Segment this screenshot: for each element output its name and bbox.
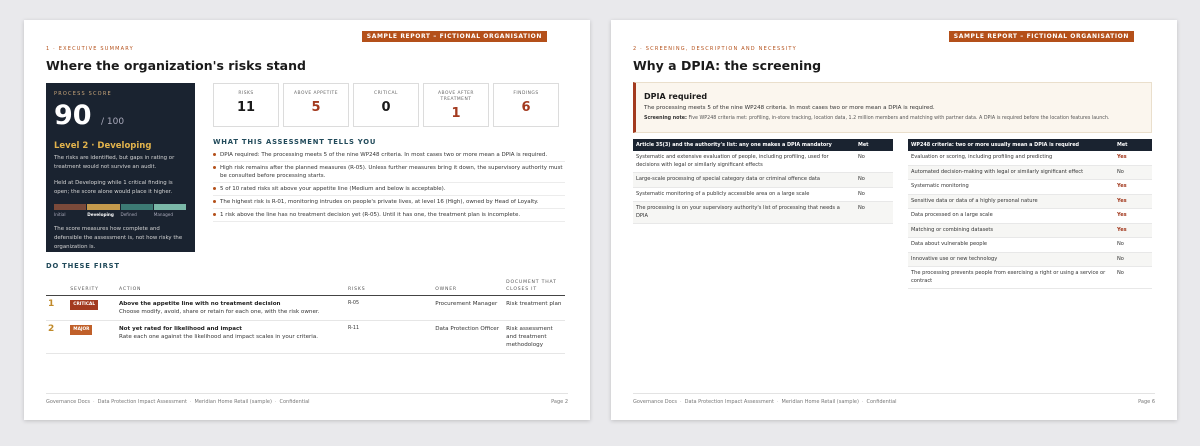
page-number: Page 6 — [1138, 399, 1155, 405]
action-cell — [117, 296, 346, 321]
footer-crumb: Data Protection Impact Assessment — [684, 399, 774, 405]
col-document: DOCUMENT THAT CLOSES IT — [504, 277, 565, 296]
stat-label: ABOVE AFTER TREATMENT — [438, 91, 474, 102]
criteria-met: No — [1114, 165, 1152, 180]
crumb-separator: · — [776, 399, 779, 405]
criteria-text: Systematic and extensive evaluation of people, including profiling, used for decisions with legal or similarly significant effects — [633, 151, 855, 173]
criteria-text: The processing is on your supervisory authority's list of processing that needs a DPIA — [633, 202, 855, 224]
crumb-separator: · — [274, 399, 277, 405]
page-title: Why a DPIA: the screening — [633, 58, 822, 73]
actions-header-row — [46, 277, 565, 296]
criteria-row — [908, 252, 1152, 267]
criteria-met: No — [855, 187, 893, 202]
criteria-row — [908, 209, 1152, 224]
footer-crumb: Confidential — [279, 399, 310, 405]
criteria-row — [908, 165, 1152, 180]
footer-crumb: Confidential — [866, 399, 897, 405]
criteria-met: Yes — [1114, 180, 1152, 195]
maturity-level: Level 2 · Developing — [54, 141, 152, 151]
section-eyebrow: 1 · EXECUTIVE SUMMARY — [46, 46, 134, 52]
crumb-separator: · — [861, 399, 864, 405]
criteria-text: Innovative use or new technology — [908, 252, 1114, 267]
footer-crumb: Governance Docs — [46, 399, 91, 405]
footer-crumb: Data Protection Impact Assessment — [97, 399, 187, 405]
footer-crumb: Meridian Home Retail (sample) — [194, 399, 272, 405]
footer-crumb: Meridian Home Retail (sample) — [781, 399, 859, 405]
action-row — [46, 296, 565, 321]
maturity-stage-label: Defined — [120, 212, 137, 217]
actions-table — [46, 277, 565, 354]
sample-report-badge: SAMPLE REPORT – FICTIONAL ORGANISATION — [949, 31, 1134, 42]
stat-tile — [423, 83, 489, 127]
criteria-met: No — [1114, 267, 1152, 289]
stat-value: 1 — [451, 106, 461, 121]
stat-value: 11 — [236, 100, 256, 115]
criteria-text: Data about vulnerable people — [908, 238, 1114, 253]
finding-item: 5 of 10 rated risks sit above your appetite line (Medium and below is acceptable). — [213, 183, 565, 196]
report-page-screening — [611, 20, 1177, 420]
score-number: 90 — [54, 100, 92, 131]
score-value — [54, 101, 187, 137]
action-description: Choose modify, avoid, share or retain for each one, with the risk owner. — [118, 309, 320, 315]
action-document: Risk assessment and treatment methodology — [504, 321, 565, 354]
col-number — [46, 277, 68, 296]
stat-label: RISKS — [238, 91, 254, 96]
action-number: 2 — [46, 321, 68, 354]
stat-tile — [493, 83, 559, 127]
criteria-met: Yes — [1114, 223, 1152, 238]
article-35-table — [633, 139, 893, 224]
wp248-table — [908, 139, 1152, 289]
criteria-row — [908, 151, 1152, 165]
action-title: Not yet rated for likelihood and impact — [118, 326, 242, 332]
action-severity-cell — [68, 296, 117, 321]
criteria-row — [908, 194, 1152, 209]
callout-body: The processing meets 5 of the nine WP248 criteria. In most cases two or more mean a DPIA is required. — [644, 105, 935, 111]
finding-item: The highest risk is R-01, monitoring intrudes on people's private lives, at level 16 (High), owned by Head of Loyalty. — [213, 196, 565, 209]
score-max: / 100 — [100, 117, 125, 127]
sample-report-badge: SAMPLE REPORT – FICTIONAL ORGANISATION — [362, 31, 547, 42]
maturity-stage-label: Managed — [153, 212, 174, 217]
wp248-met-header: Met — [1114, 139, 1152, 151]
criteria-text: The processing prevents people from exercising a right or using a service or contract — [908, 267, 1114, 289]
action-row — [46, 321, 565, 354]
maturity-stage-label: Developing — [87, 212, 114, 217]
finding-item: DPIA required: The processing meets 5 of the nine WP248 criteria. In most cases two or more mean a DPIA is required. — [213, 149, 565, 162]
maturity-segment — [121, 204, 153, 210]
section-eyebrow: 2 · SCREENING, DESCRIPTION AND NECESSITY — [633, 46, 797, 52]
maturity-segment — [154, 204, 186, 210]
severity-badge: MAJOR — [70, 325, 92, 335]
criteria-text: Evaluation or scoring, including profiling and predicting — [908, 151, 1114, 165]
stat-tiles — [213, 83, 559, 127]
score-hold-note: Held at Developing while 1 critical finding is open; the score alone would place it higher. — [54, 180, 173, 195]
criteria-row — [633, 187, 893, 202]
col-action: ACTION — [117, 277, 346, 296]
criteria-row — [633, 173, 893, 188]
criteria-row — [633, 202, 893, 224]
criteria-met: No — [855, 151, 893, 173]
criteria-text: Data processed on a large scale — [908, 209, 1114, 224]
screening-note-label: Screening note: — [644, 116, 687, 121]
article-35-criteria-header: Article 35(3) and the authority's list: any one makes a DPIA mandatory — [633, 139, 855, 151]
wp248-header-row — [908, 139, 1152, 151]
article-35-met-header: Met — [855, 139, 893, 151]
action-risks: R-05 — [346, 296, 433, 321]
action-severity-cell — [68, 321, 117, 354]
finding-item: High risk remains after the planned measures (R-05). Unless further measures bring it down, the supervisory authority must be consulted before processing starts. — [213, 162, 565, 183]
page-footer — [633, 393, 1155, 405]
article-35-header-row — [633, 139, 893, 151]
maturity-segment — [87, 204, 119, 210]
crumb-separator: · — [93, 399, 95, 405]
criteria-met: Yes — [1114, 151, 1152, 165]
do-first-heading: DO THESE FIRST — [46, 262, 120, 270]
action-description: Rate each one against the likelihood and impact scales in your criteria. — [118, 334, 319, 340]
maturity-scale-labels — [54, 212, 187, 217]
score-label: PROCESS SCORE — [54, 91, 112, 97]
action-cell — [117, 321, 346, 354]
action-title: Above the appetite line with no treatment decision — [118, 301, 281, 307]
criteria-text: Sensitive data or data of a highly personal nature — [908, 194, 1114, 209]
page-footer — [46, 393, 568, 405]
col-owner: OWNER — [433, 277, 504, 296]
action-risks: R-11 — [346, 321, 433, 354]
stat-value: 6 — [521, 100, 531, 115]
dpia-required-callout — [633, 82, 1152, 133]
action-owner: Data Protection Officer — [433, 321, 504, 354]
stat-label: ABOVE APPETITE — [294, 91, 338, 96]
screening-note — [644, 116, 1143, 121]
stat-label: CRITICAL — [374, 91, 398, 96]
maturity-scale-bar — [54, 204, 187, 210]
crumb-separator: · — [680, 399, 682, 405]
page-number: Page 2 — [551, 399, 568, 405]
tells-heading: WHAT THIS ASSESSMENT TELLS YOU — [213, 138, 377, 146]
criteria-row — [908, 223, 1152, 238]
criteria-met: Yes — [1114, 209, 1152, 224]
criteria-text: Systematic monitoring of a publicly accessible area on a large scale — [633, 187, 855, 202]
score-footnote: The score measures how complete and defensible the assessment is, not how risky the organization is. — [54, 226, 183, 250]
maturity-stage-label: Initial — [54, 212, 66, 217]
criteria-met: Yes — [1114, 194, 1152, 209]
finding-item: 1 risk above the line has no treatment decision yet (R-05). Until it has one, the treatment plan is incomplete. — [213, 209, 565, 222]
page-title: Where the organization's risks stand — [46, 58, 306, 73]
callout-title: DPIA required — [644, 92, 708, 101]
criteria-row — [908, 267, 1152, 289]
process-score-card — [46, 83, 195, 252]
criteria-text: Automated decision-making with legal or similarly significant effect — [908, 165, 1114, 180]
findings-list — [213, 149, 565, 222]
wp248-criteria-header: WP248 criteria: two or more usually mean a DPIA is required — [908, 139, 1114, 151]
severity-badge: CRITICAL — [70, 300, 98, 310]
stat-tile — [353, 83, 419, 127]
maturity-segment — [54, 204, 86, 210]
criteria-met: No — [855, 173, 893, 188]
criteria-met: No — [1114, 238, 1152, 253]
footer-crumbs — [46, 399, 313, 405]
criteria-row — [633, 151, 893, 173]
action-document: Risk treatment plan — [504, 296, 565, 321]
footer-crumbs — [633, 399, 900, 405]
criteria-met: No — [1114, 252, 1152, 267]
col-severity: SEVERITY — [68, 277, 117, 296]
screening-note-text: Five WP248 criteria met: profiling, in-store tracking, location data, 1.2 million members and matching with partner data. A DPIA is required before the location features launch. — [688, 116, 1110, 121]
stat-value: 0 — [381, 100, 391, 115]
score-explanation: The risks are identified, but gaps in rating or treatment would not survive an audit. — [54, 155, 175, 170]
criteria-row — [908, 238, 1152, 253]
stat-tile — [283, 83, 349, 127]
criteria-text: Large-scale processing of special category data or criminal offence data — [633, 173, 855, 188]
stat-label: FINDINGS — [513, 91, 539, 96]
stat-value: 5 — [311, 100, 321, 115]
action-number: 1 — [46, 296, 68, 321]
stat-tile — [213, 83, 279, 127]
crumb-separator: · — [189, 399, 192, 405]
footer-crumb: Governance Docs — [633, 399, 678, 405]
report-page-executive-summary — [24, 20, 590, 420]
col-risks: RISKS — [346, 277, 433, 296]
criteria-met: No — [855, 202, 893, 224]
criteria-text: Matching or combining datasets — [908, 223, 1114, 238]
criteria-text: Systematic monitoring — [908, 180, 1114, 195]
criteria-row — [908, 180, 1152, 195]
action-owner: Procurement Manager — [433, 296, 504, 321]
